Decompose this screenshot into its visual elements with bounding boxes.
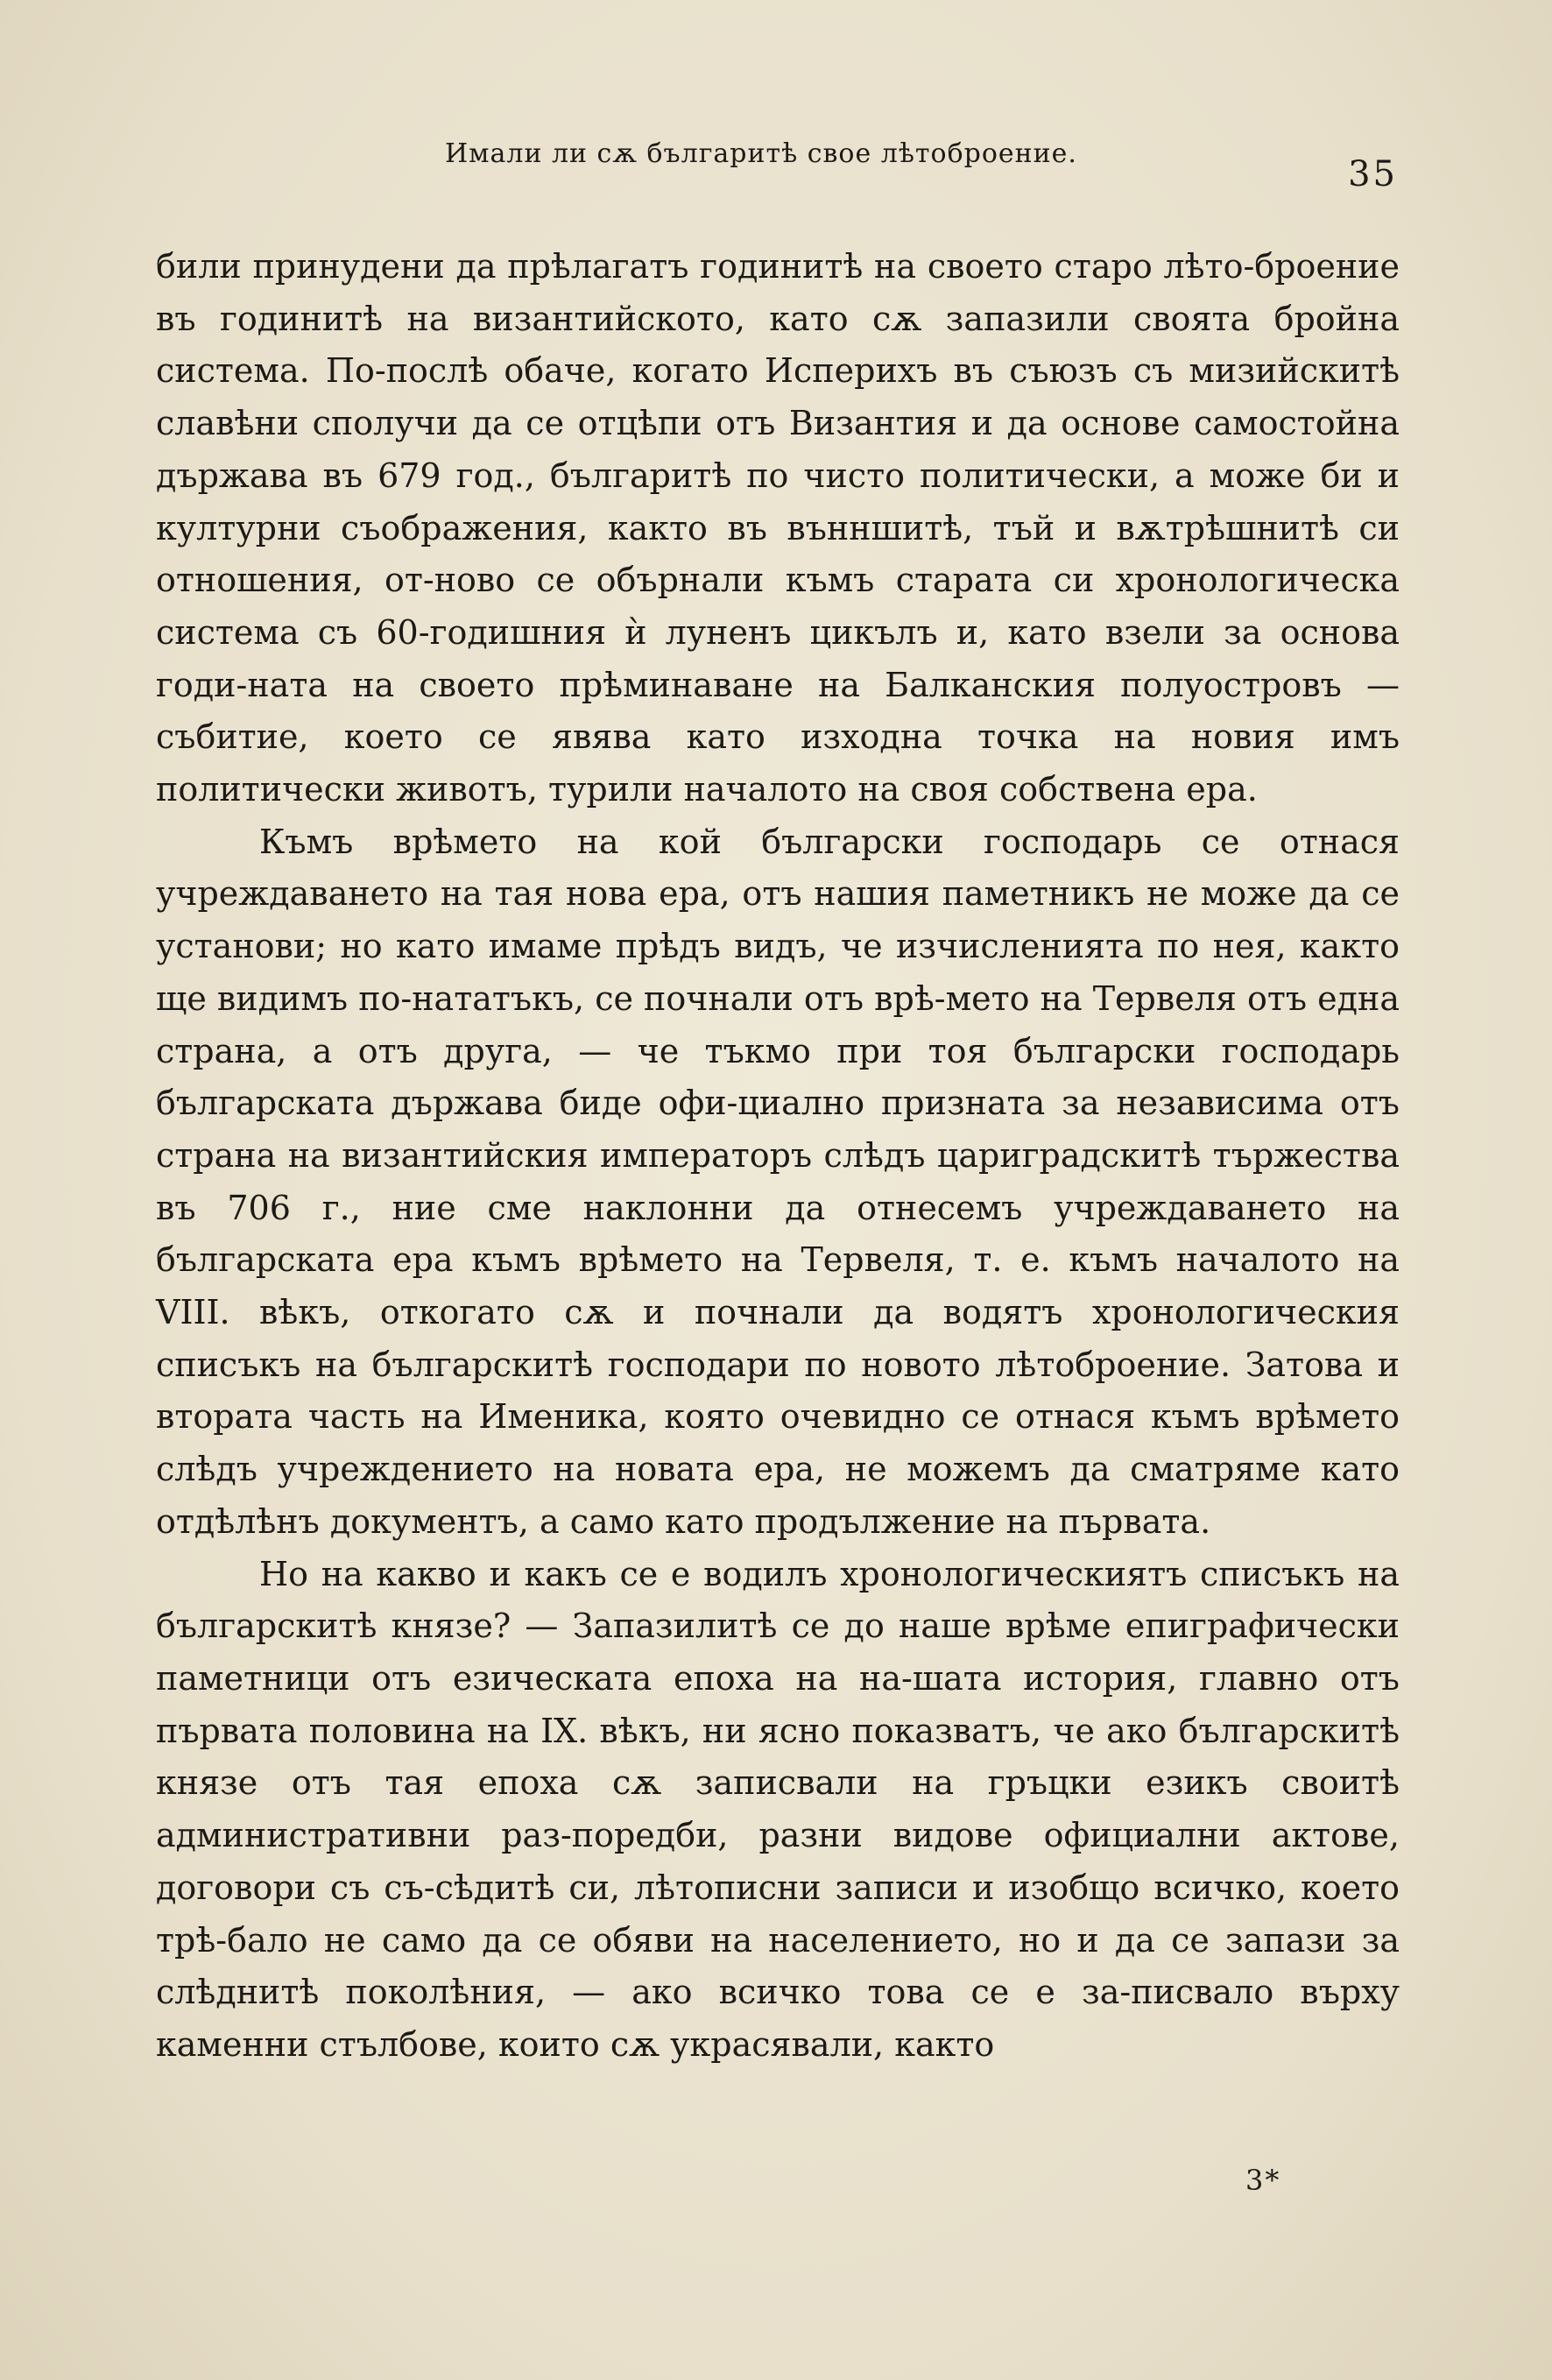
paragraph-2: Къмъ врѣмето на кой български господарь се отнася учреждаването на тая нова ера, отъ нашия паметникъ не може да се установи; но като имаме прѣдъ видъ, че изчисленията по нея, както ще видимъ по-нататъкъ, се почнали отъ врѣ-мето на Тервеля отъ една страна, а отъ друга, — че тъкмо при тоя български господарь българската държава биде офи-циално призната за независима отъ страна на византийския императоръ слѣдъ цариградскитѣ тържества въ 706 г., ние сме наклонни да отнесемъ учреждаването на българската ера къмъ врѣмето на Тервеля, т. е. къмъ началото на VIII. вѣкъ, откогато сѫ и почнали да водятъ хронологическия списъкъ на българскитѣ господари по новото лѣтоброение. Затова и втората часть на Именика, която очевидно се отнася къмъ врѣмето слѣдъ учреждението на новата ера, не можемъ да сматряме като отдѣлѣнъ документъ, а само като продължение на първата. bbox=[156, 822, 1400, 1541]
paragraph-3: Но на какво и какъ се е водилъ хронологическиятъ списъкъ на българскитѣ князе? — Запазилитѣ се до наше врѣме епиграфически паметници отъ езическата епоха на на-шата история, главно отъ първата половина на IX. вѣкъ, ни ясно показватъ, че ако българскитѣ князе отъ тая епоха сѫ записвали на гръцки езикъ своитѣ административни раз-поредби, разни видове официални актове, договори съ съ-сѣдитѣ си, лѣтописни записи и изобщо всичко, което трѣ-бало не само да се обяви на населението, но и да се запази за слѣднитѣ поколѣния, — ако всичко това се е за-писвало върху каменни стълбове, които сѫ украсявали, както bbox=[156, 1554, 1400, 2064]
page-header bbox=[156, 130, 1398, 194]
signature-mark: 3* bbox=[1245, 2164, 1281, 2197]
paragraph-1: били принудени да прѣлагатъ годинитѣ на своето старо лѣто-броение въ годинитѣ на византийското, като сѫ запазили своята бройна система. По-послѣ обаче, когато Исперихъ въ съюзъ съ мизийскитѣ славѣни сполучи да се отцѣпи отъ Византия и да основе самостойна държава въ 679 год., българитѣ по чисто политически, а може би и културни съображения, както въ вънншитѣ, тъй и вѫтрѣшнитѣ си отношения, от-ново се обърнали къмъ старата си хронологическа система съ 60-годишния ѝ луненъ цикълъ и, като взели за основа годи-ната на своето прѣминаване на Балканския полуостровъ — събитие, което се явява като изходна точка на новия имъ политически животъ, турили началото на своя собствена ера. bbox=[156, 247, 1400, 809]
running-head: Имали ли сѫ българитѣ свое лѣтоброение. bbox=[445, 138, 1077, 169]
body-text bbox=[156, 241, 1400, 2072]
page-number: 35 bbox=[1348, 154, 1398, 194]
